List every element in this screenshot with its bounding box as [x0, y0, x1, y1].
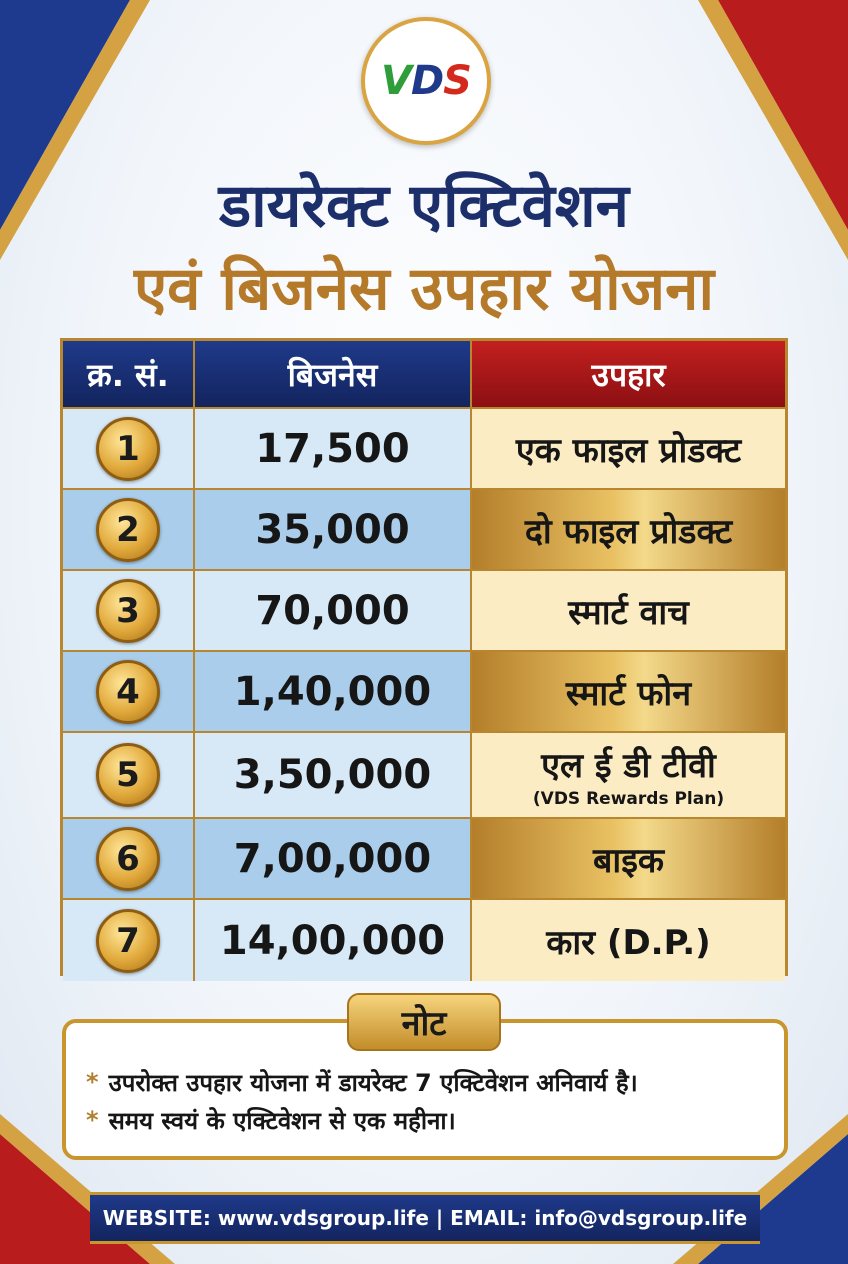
- gift-label: एल ई डी टीवी: [541, 746, 716, 786]
- gift-label: दो फाइल प्रोडक्ट: [524, 511, 733, 552]
- note-label: नोट: [347, 993, 501, 1051]
- serial-medal: 2: [96, 498, 160, 562]
- business-value: 35,000: [195, 490, 472, 569]
- table-row: [63, 409, 785, 490]
- business-value: 14,00,000: [195, 900, 472, 981]
- header-serial: क्र. सं.: [63, 341, 195, 407]
- note-text: उपरोक्त उपहार योजना में डायरेक्ट 7 एक्टिवेशन अनिवार्य है।: [108, 1068, 638, 1097]
- table-row: [63, 571, 785, 652]
- table-row: [63, 490, 785, 571]
- serial-medal: 6: [96, 827, 160, 891]
- business-value: 3,50,000: [195, 733, 472, 817]
- header-gift: उपहार: [472, 341, 785, 407]
- table-header: [63, 341, 785, 409]
- bullet-icon: *: [86, 1106, 99, 1134]
- footer-text: WEBSITE: www.vdsgroup.life | EMAIL: info@vdsgroup.life: [102, 1206, 748, 1230]
- footer-contact-bar: [90, 1192, 760, 1244]
- logo-letter-s: S: [443, 58, 471, 104]
- table-row: [63, 819, 785, 900]
- gift-label: स्मार्ट वाच: [568, 592, 689, 633]
- business-value: 70,000: [195, 571, 472, 650]
- serial-medal: 7: [96, 909, 160, 973]
- gift-label: स्मार्ट फोन: [565, 673, 692, 714]
- gift-sublabel: (VDS Rewards Plan): [532, 789, 725, 809]
- vds-logo: [361, 17, 491, 145]
- note-line: [86, 1101, 766, 1139]
- gift-label: कार (D.P.): [546, 922, 711, 963]
- serial-medal: 3: [96, 579, 160, 643]
- title-line-1: डायरेक्ट एक्टिवेशन: [219, 171, 629, 241]
- table-row: [63, 900, 785, 981]
- bullet-icon: *: [86, 1068, 99, 1096]
- gift-label: बाइक: [592, 840, 665, 881]
- title-line-2: एवं बिजनेस उपहार योजना: [134, 254, 714, 324]
- note-text: समय स्वयं के एक्टिवेशन से एक महीना।: [108, 1106, 456, 1135]
- note-line: [86, 1063, 766, 1101]
- serial-medal: 5: [96, 743, 160, 807]
- serial-medal: 1: [96, 417, 160, 481]
- business-value: 7,00,000: [195, 819, 472, 898]
- table-row: [63, 733, 785, 819]
- logo-letters: [381, 58, 471, 104]
- logo-letter-v: V: [381, 58, 411, 104]
- logo-letter-d: D: [410, 58, 444, 104]
- gift-label: एक फाइल प्रोडक्ट: [515, 430, 742, 471]
- serial-medal: 4: [96, 660, 160, 724]
- table-row: [63, 652, 785, 733]
- header-business: बिजनेस: [195, 341, 472, 407]
- business-value: 17,500: [195, 409, 472, 488]
- business-value: 1,40,000: [195, 652, 472, 731]
- reward-table: [60, 338, 788, 976]
